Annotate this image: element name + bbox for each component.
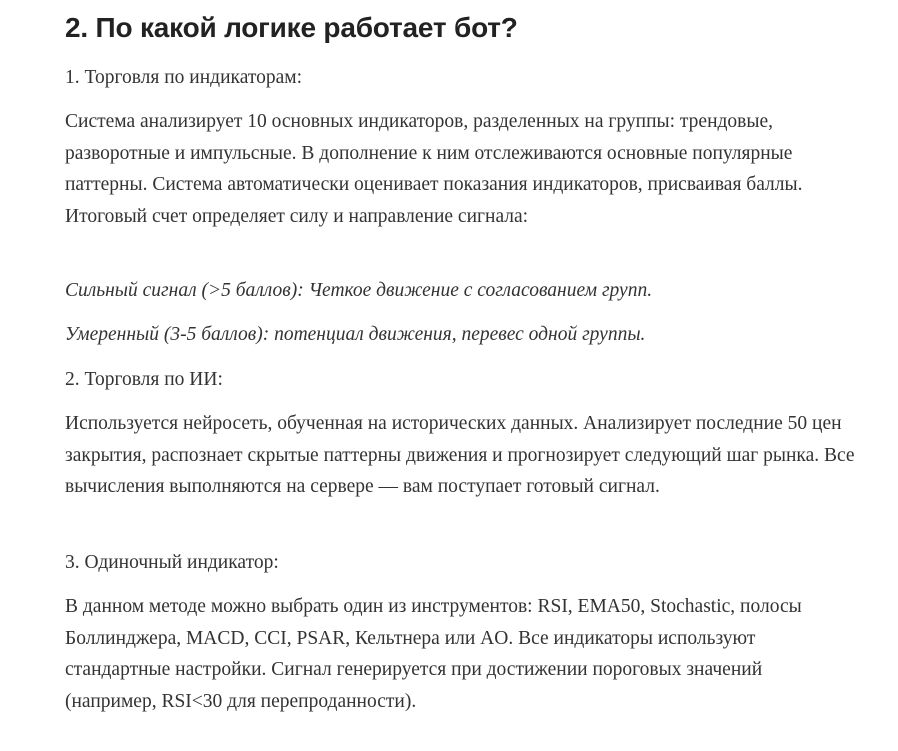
- paragraph-ai: Используется нейросеть, обученная на исторических данных. Анализирует последние 50 цен закрытия, распознает скрытые паттерны движения и прогнозирует следующий шаг рынка. Все вычисления выполняются на сервере — вам поступает готовый сигнал.: [65, 413, 855, 497]
- section-heading: 2. По какой логике работает бот?: [65, 12, 518, 43]
- subheading-indicators: 1. Торговля по индикаторам:: [65, 67, 303, 88]
- paragraph-indicators: Система анализирует 10 основных индикаторов, разделенных на группы: трендовые, разворотные и импульсные. В дополнение к ним отслеживаются основные популярные паттерны. Система автоматически оценивает показания индикаторов, присваивая баллы. Итоговый счет определяет силу и направление сигнала:: [65, 111, 803, 227]
- moderate-signal-note: Умеренный (3-5 баллов): потенциал движения, перевес одной группы.: [65, 324, 646, 345]
- paragraph-single-indicator: В данном методе можно выбрать один из инструментов: RSI, EMA50, Stochastic, полосы Боллинджера, MACD, CCI, PSAR, Кельтнера или AO. Все индикаторы используют стандартные настройки. Сигнал генерируется при достижении пороговых значений (например, RSI<30 для перепроданности).: [65, 596, 802, 712]
- strong-signal-note: Сильный сигнал (>5 баллов): Четкое движение с согласованием групп.: [65, 280, 653, 301]
- subheading-single-indicator: 3. Одиночный индикатор:: [65, 552, 279, 573]
- subheading-ai: 2. Торговля по ИИ:: [65, 369, 223, 390]
